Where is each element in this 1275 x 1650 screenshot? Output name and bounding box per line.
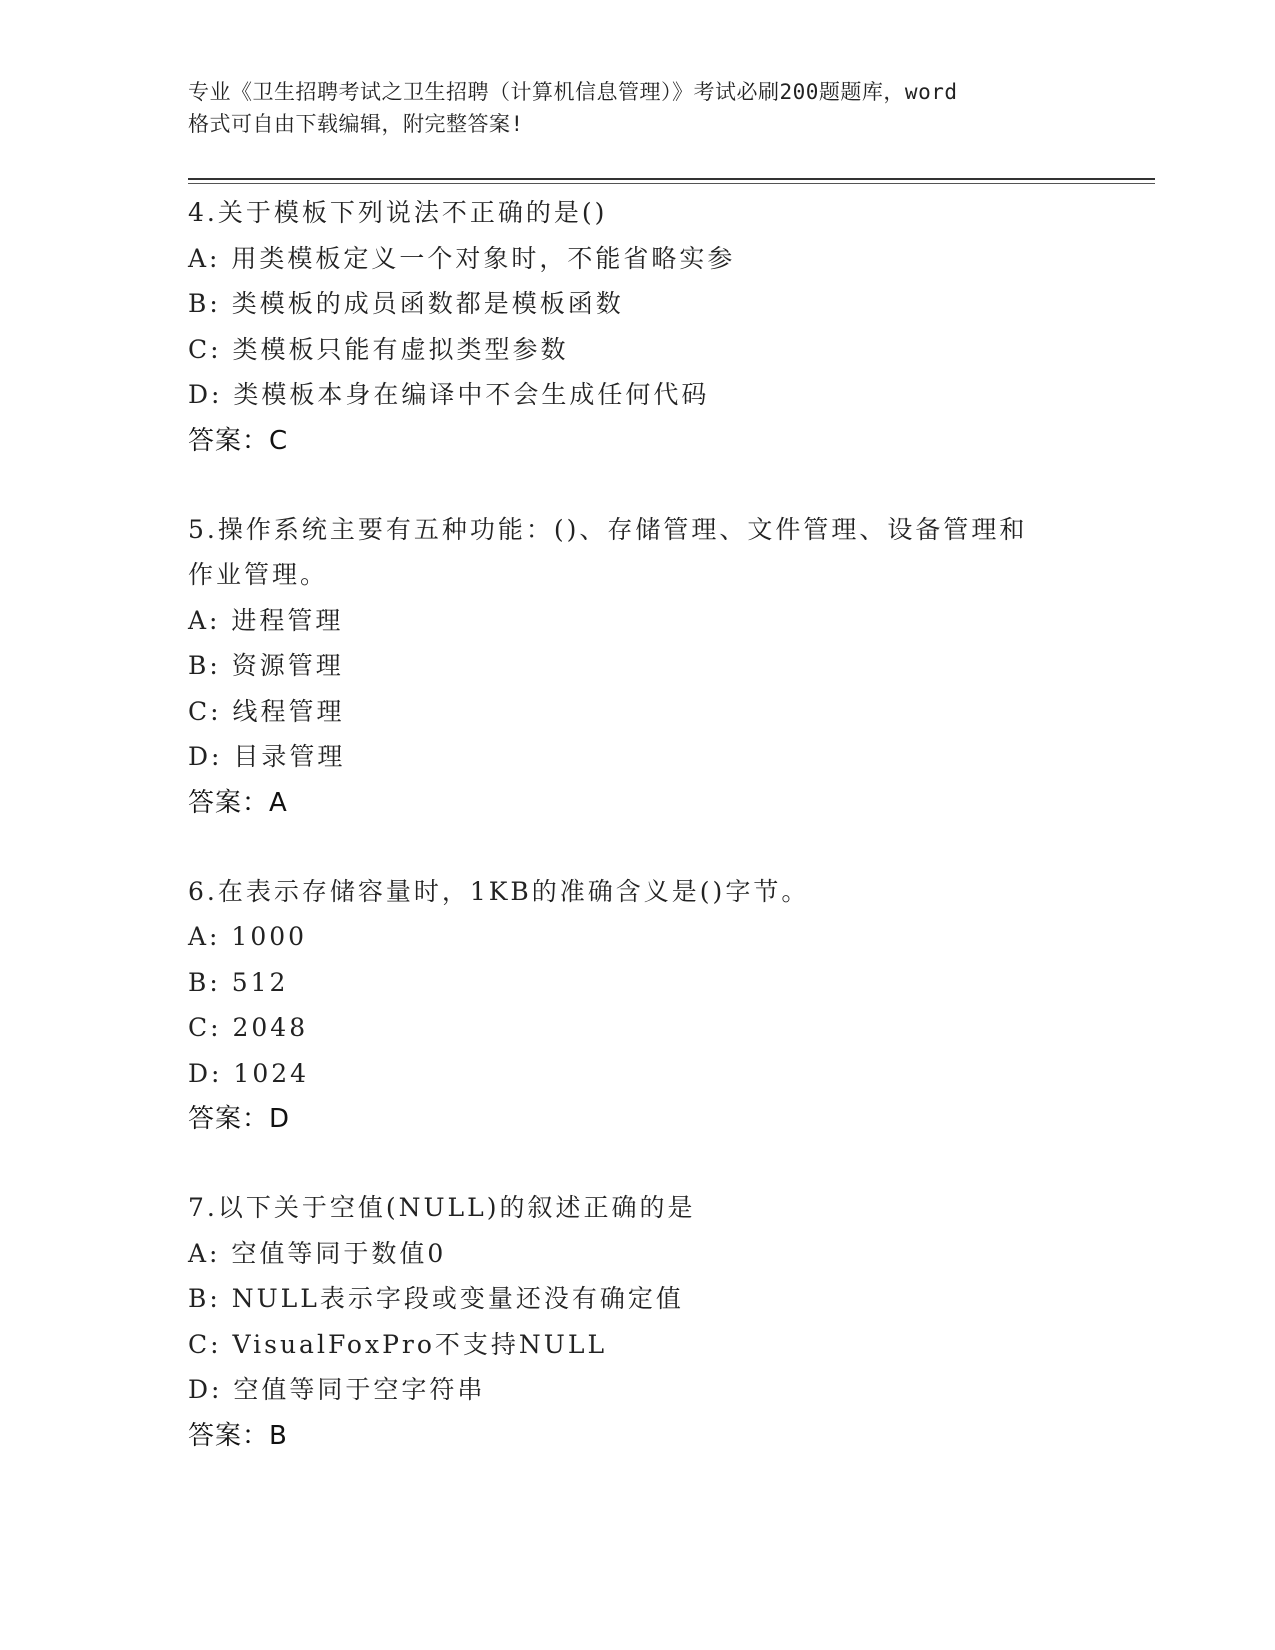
answer: 答案：D — [188, 1104, 291, 1134]
header-line-1: 专业《卫生招聘考试之卫生招聘（计算机信息管理）》考试必刷200题题库，word — [188, 80, 958, 104]
option-d: D: 目录管理 — [188, 742, 346, 771]
option-a: A: 空值等同于数值0 — [188, 1238, 447, 1268]
option-a: A: 1000 — [188, 922, 308, 951]
question-stem: 6.在表示存储容量时，1KB的准确含义是()字节。 — [188, 876, 810, 906]
question-stem: 7.以下关于空值(NULL)的叙述正确的是 — [188, 1193, 696, 1222]
question-stem: 4.关于模板下列说法不正确的是() — [188, 198, 608, 227]
option-b: B: 512 — [188, 967, 289, 997]
option-c: C: VisualFoxPro不支持NULL — [188, 1329, 608, 1359]
option-d: D: 1024 — [188, 1058, 310, 1088]
question-list — [188, 190, 1088, 1502]
option-a: A: 进程管理 — [188, 605, 344, 635]
header-line-2: 格式可自由下载编辑，附完整答案! — [188, 112, 524, 136]
option-c: C: 线程管理 — [188, 696, 345, 726]
question-6 — [188, 869, 1088, 1143]
answer: 答案：B — [188, 1420, 288, 1451]
option-a: A: 用类模板定义一个对象时，不能省略实参 — [188, 243, 736, 273]
question-4 — [188, 190, 1088, 464]
header-divider-thick — [188, 178, 1155, 180]
option-b: B: NULL表示字段或变量还没有确定值 — [188, 1284, 684, 1313]
option-d: D: 类模板本身在编译中不会生成任何代码 — [188, 380, 710, 409]
question-7 — [188, 1185, 1088, 1459]
option-b: B: 资源管理 — [188, 651, 344, 680]
option-c: C: 类模板只能有虚拟类型参数 — [188, 334, 569, 364]
question-5 — [188, 507, 1088, 826]
option-d: D: 空值等同于空字符串 — [188, 1375, 486, 1404]
question-stem-continued: 作业管理。 — [188, 560, 329, 589]
answer: 答案：A — [188, 787, 288, 818]
header-divider-thin — [188, 183, 1155, 184]
option-b: B: 类模板的成员函数都是模板函数 — [188, 289, 624, 318]
question-stem: 5.操作系统主要有五种功能：()、存储管理、文件管理、设备管理和 — [188, 514, 1028, 544]
answer: 答案：C — [188, 425, 289, 456]
document-header — [188, 76, 1088, 140]
option-c: C: 2048 — [188, 1013, 309, 1042]
